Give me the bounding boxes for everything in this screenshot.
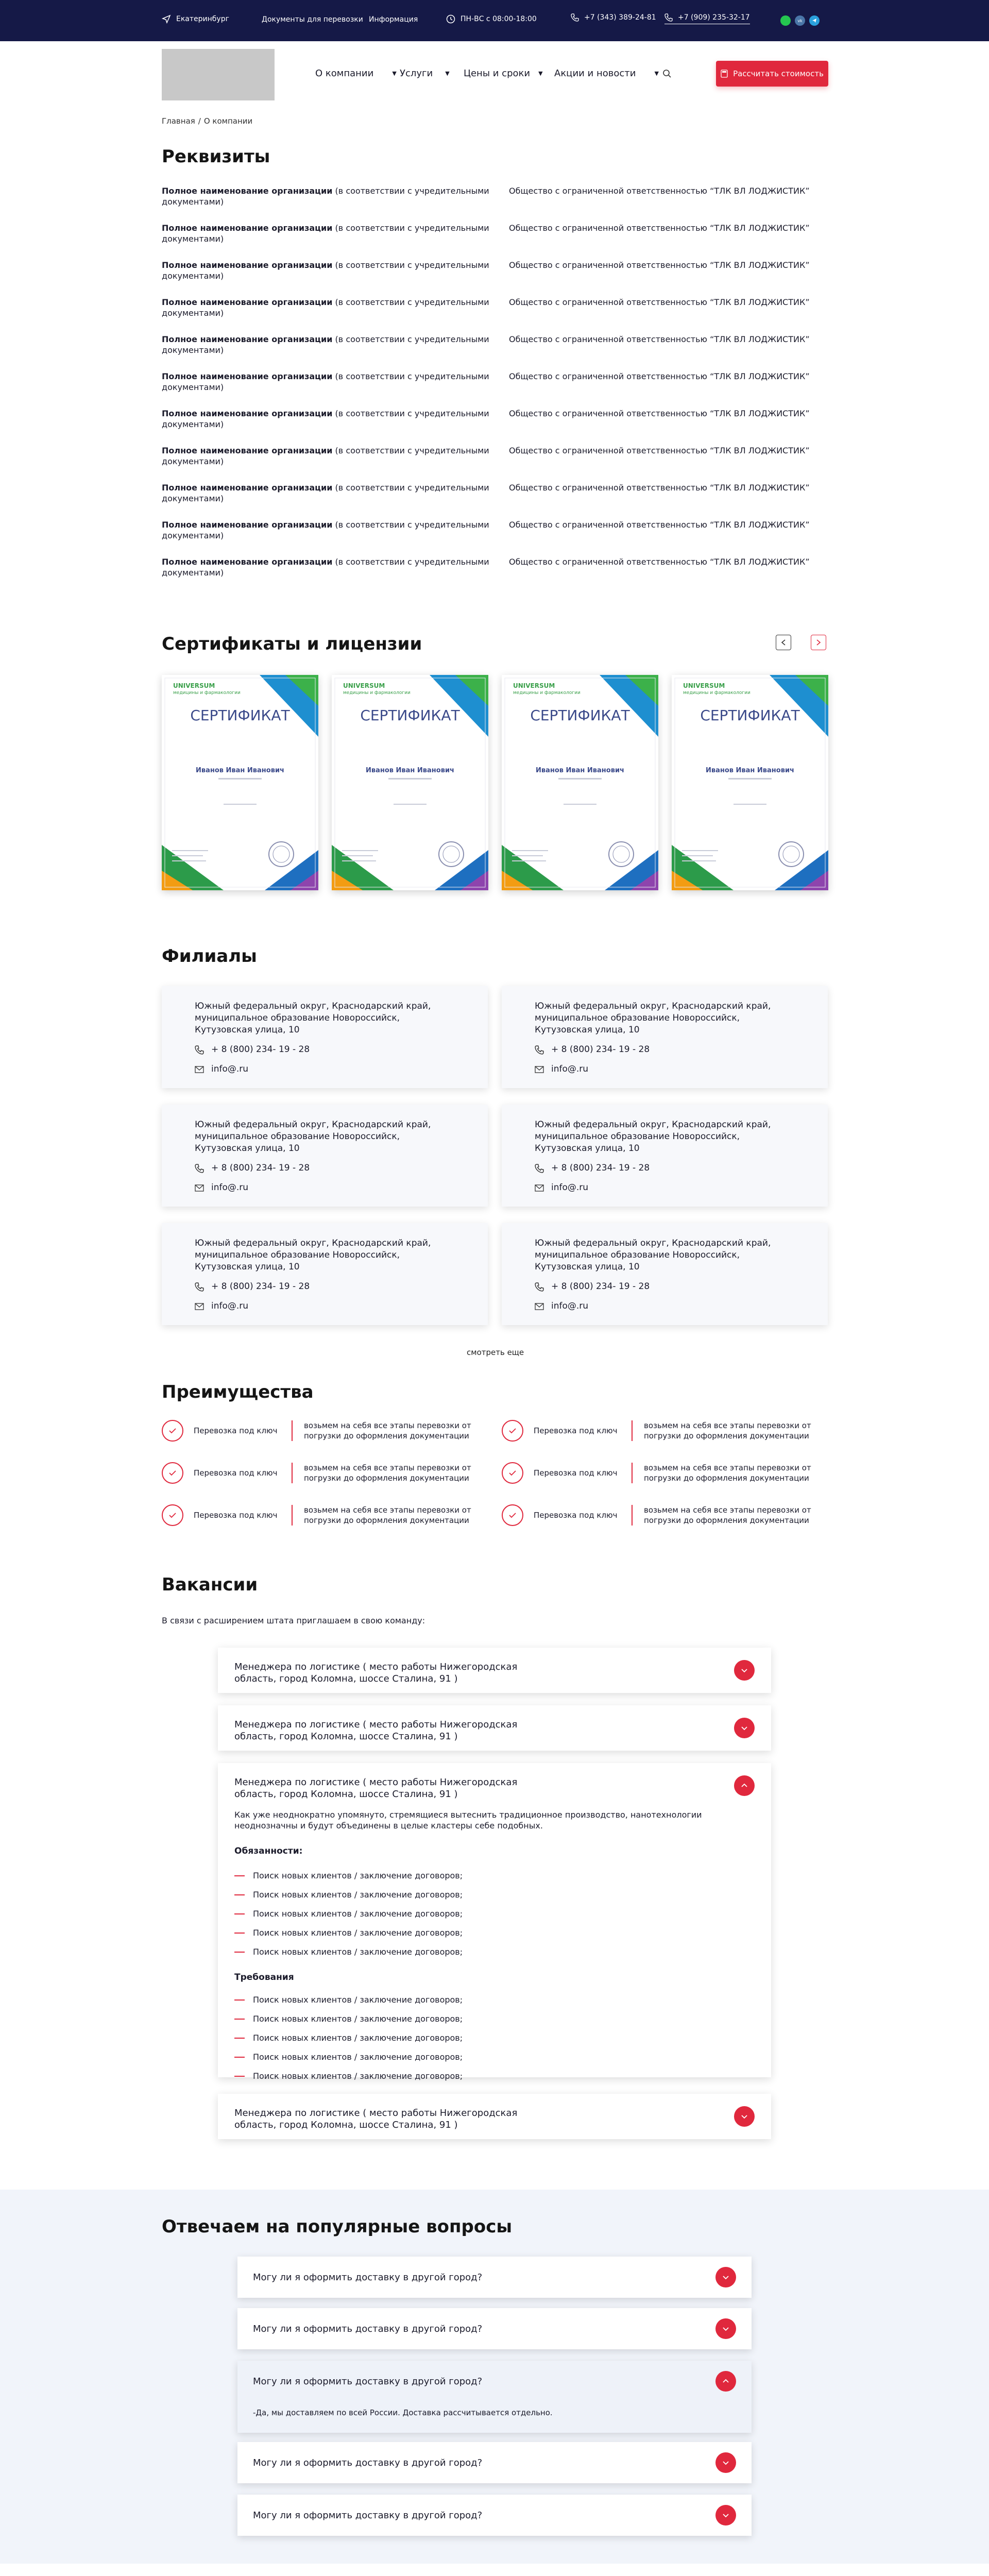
duty-item: [234, 1885, 463, 1904]
faq-question: Могу ли я оформить доставку в другой город?: [253, 2272, 483, 2283]
certificate-recipient-name: Иванов Иван Иванович: [706, 767, 794, 774]
duty-item: [234, 1904, 463, 1923]
requisite-label-note: (в соответствии с учредительными документами): [162, 483, 489, 503]
requisite-row: [162, 185, 826, 207]
requisite-row: [162, 519, 826, 541]
phone-1-label: +7 (343) 389-24-81: [584, 13, 656, 22]
requisite-value: Общество с ограниченной ответственностью “ТЛК ВЛ ЛОДЖИСТИК”: [509, 557, 810, 567]
branch-card: [502, 1223, 828, 1325]
branch-email-label: info@.ru: [211, 1182, 249, 1193]
requirement-item: [234, 2047, 463, 2066]
vacancy-title: Менеджера по логистике ( место работы Нижегородская область, город Коломна, шоссе Сталина, 91 ): [234, 2108, 518, 2130]
phone-2-label: +7 (909) 235-32-17: [678, 13, 750, 22]
branch-phone[interactable]: [195, 1281, 310, 1293]
requisite-label: [162, 371, 497, 393]
advantage-item: [162, 1462, 482, 1484]
chevron-down-icon[interactable]: [715, 2267, 736, 2287]
dash-icon: [234, 2019, 245, 2020]
faq-answer: -Да, мы доставляем по всей России. Доставка рассчитывается отдельно.: [253, 2408, 553, 2417]
mail-icon: [535, 1066, 544, 1073]
nav-prices[interactable]: [464, 68, 543, 79]
faq-question: Могу ли я оформить доставку в другой город?: [253, 2458, 483, 2468]
requisite-label: [162, 260, 497, 281]
vacancy-requirements-title: Требования: [234, 1972, 294, 1982]
branch-address: Южный федеральный округ, Краснодарский край, муниципальное образование Новороссийск, Кутузовская улица, 10: [195, 1238, 431, 1272]
advantage-description: возьмем на себя все этапы перевозки от погрузки до оформления документации: [632, 1505, 822, 1526]
certificate-brand-subtitle: медицины и фармакологии: [343, 690, 411, 696]
requisite-value: Общество с ограниченной ответственностью “ТЛК ВЛ ЛОДЖИСТИК”: [509, 186, 810, 196]
vk-icon[interactable]: vk: [795, 15, 805, 26]
requisite-label-bold: Полное наименование организации: [162, 483, 333, 493]
requisite-value: Общество с ограниченной ответственностью “ТЛК ВЛ ЛОДЖИСТИК”: [509, 371, 810, 381]
vacancies-intro: В связи с расширением штата приглашаем в свою команду:: [162, 1616, 425, 1625]
requisite-label-note: (в соответствии с учредительными документами): [162, 371, 489, 392]
advantage-title: Перевозка под ключ: [194, 1426, 278, 1435]
phone-icon: [571, 13, 579, 22]
dash-icon: [234, 1933, 245, 1934]
advantage-item: [162, 1420, 482, 1442]
requisite-label-note: (в соответствии с учредительными документами): [162, 520, 489, 540]
certificates-title: Сертификаты и лицензии: [162, 634, 422, 654]
branch-phone-label: + 8 (800) 234- 19 - 28: [211, 1281, 310, 1292]
branch-email[interactable]: [535, 1300, 588, 1312]
city-label: Екатеринбург: [176, 15, 229, 23]
faq-question: Могу ли я оформить доставку в другой город?: [253, 2510, 483, 2521]
vacancy-item[interactable]: [218, 2094, 771, 2139]
search-icon[interactable]: [662, 69, 672, 78]
requisite-row: [162, 408, 826, 430]
phone-icon: [535, 1282, 544, 1292]
branch-phone[interactable]: [535, 1044, 650, 1056]
top-bar: [0, 0, 989, 41]
certificate-heading: СЕРТИФИКАТ: [360, 707, 460, 724]
requisite-label: [162, 445, 497, 467]
faq-item[interactable]: [237, 2442, 752, 2483]
vacancy-title: Менеджера по логистике ( место работы Нижегородская область, город Коломна, шоссе Сталина, 91 ): [234, 1777, 518, 1800]
logo-placeholder[interactable]: [162, 49, 275, 100]
mail-icon: [195, 1066, 204, 1073]
requisite-label-note: (в соответствии с учредительными документами): [162, 446, 489, 466]
phone-icon: [195, 1282, 204, 1292]
branch-phone-label: + 8 (800) 234- 19 - 28: [211, 1044, 310, 1055]
advantage-title: Перевозка под ключ: [534, 1468, 618, 1478]
certificate-card[interactable]: [502, 675, 658, 890]
requisite-row: [162, 223, 826, 244]
show-more-link[interactable]: смотреть еще: [467, 1348, 524, 1357]
branch-card: [502, 986, 828, 1088]
branch-email-label: info@.ru: [551, 1064, 589, 1074]
certificate-brand-subtitle: медицины и фармакологии: [683, 690, 751, 696]
advantage-title: Перевозка под ключ: [534, 1511, 618, 1520]
faq-title: Отвечаем на популярные вопросы: [162, 2216, 513, 2237]
requisite-row: [162, 556, 826, 578]
branch-phone-label: + 8 (800) 234- 19 - 28: [211, 1163, 310, 1173]
requirement-text: Поиск новых клиентов / заключение договоров;: [253, 2014, 463, 2024]
chevron-up-icon[interactable]: [715, 2371, 736, 2392]
dash-icon: [234, 1913, 245, 1914]
branch-card: [162, 986, 488, 1088]
chevron-down-icon: ▼: [392, 70, 397, 77]
chevron-down-icon[interactable]: [734, 2106, 755, 2127]
requisite-label-bold: Полное наименование организации: [162, 186, 333, 196]
advantage-description: возьмем на себя все этапы перевозки от погрузки до оформления документации: [632, 1463, 822, 1483]
requisite-label-bold: Полное наименование организации: [162, 557, 333, 567]
requisites-title: Реквизиты: [162, 146, 270, 167]
phone-2[interactable]: [664, 13, 750, 24]
check-circle-icon: [162, 1504, 183, 1526]
duty-item: [234, 1923, 463, 1942]
requisite-row: [162, 371, 826, 393]
calculate-cost-button[interactable]: [716, 61, 828, 87]
carousel-prev-button[interactable]: [776, 635, 791, 650]
certificate-heading: СЕРТИФИКАТ: [700, 707, 800, 724]
requisite-value: Общество с ограниченной ответственностью “ТЛК ВЛ ЛОДЖИСТИК”: [509, 446, 810, 455]
advantage-description: возьмем на себя все этапы перевозки от погрузки до оформления документации: [292, 1463, 482, 1483]
requirement-item: [234, 2028, 463, 2047]
requisite-label-bold: Полное наименование организации: [162, 371, 333, 381]
requisite-label-bold: Полное наименование организации: [162, 446, 333, 455]
requisite-label: [162, 482, 497, 504]
branch-phone[interactable]: [535, 1162, 650, 1174]
requirement-text: Поиск новых клиентов / заключение договоров;: [253, 1995, 463, 2005]
requisite-value: Общество с ограниченной ответственностью “ТЛК ВЛ ЛОДЖИСТИК”: [509, 297, 810, 307]
certificate-brand: UNIVERSUM: [343, 682, 385, 689]
requirement-item: [234, 2066, 463, 2086]
requisite-label-note: (в соответствии с учредительными документами): [162, 297, 489, 318]
chevron-down-icon: ▼: [538, 70, 543, 77]
phone-icon: [535, 1045, 544, 1055]
whatsapp-icon[interactable]: [780, 15, 791, 26]
breadcrumb: [162, 116, 252, 126]
branches-title: Филиалы: [162, 946, 257, 967]
requisite-label-note: (в соответствии с учредительными документами): [162, 260, 489, 281]
branch-card: [162, 1223, 488, 1325]
requisite-label-note: (в соответствии с учредительными документами): [162, 186, 489, 207]
requirement-text: Поиск новых клиентов / заключение договоров;: [253, 2033, 463, 2043]
check-circle-icon: [502, 1504, 523, 1526]
advantage-description: возьмем на себя все этапы перевозки от погрузки до оформления документации: [632, 1420, 822, 1441]
advantage-item: [502, 1462, 822, 1484]
top-social: [780, 15, 820, 26]
nav-documents-link[interactable]: Документы для перевозки: [262, 15, 363, 24]
phone-icon: [535, 1164, 544, 1173]
chevron-up-icon[interactable]: [734, 1775, 755, 1796]
chevron-down-icon: ▼: [654, 70, 659, 77]
vacancy-title: Менеджера по логистике ( место работы Нижегородская область, город Коломна, шоссе Сталина, 91 ): [234, 1719, 518, 1742]
dash-icon: [234, 2076, 245, 2077]
requisite-label: [162, 408, 497, 430]
certificate-brand: UNIVERSUM: [173, 682, 215, 689]
branch-phone[interactable]: [195, 1162, 310, 1174]
requisite-label: [162, 297, 497, 318]
dash-icon: [234, 1894, 245, 1895]
branch-email-label: info@.ru: [551, 1301, 589, 1311]
advantage-title: Перевозка под ключ: [534, 1426, 618, 1435]
nav-services[interactable]: [400, 68, 450, 79]
city-selector[interactable]: [162, 14, 229, 24]
branch-address: Южный федеральный округ, Краснодарский край, муниципальное образование Новороссийск, Кутузовская улица, 10: [195, 1120, 431, 1154]
faq-item[interactable]: [237, 2495, 752, 2536]
chevron-right-icon: [816, 639, 821, 646]
requisite-label: [162, 223, 497, 244]
advantage-description: возьмем на себя все этапы перевозки от погрузки до оформления документации: [292, 1420, 482, 1441]
requirement-text: Поиск новых клиентов / заключение договоров;: [253, 2071, 463, 2081]
telegram-icon[interactable]: [809, 15, 820, 26]
certificate-recipient-name: Иванов Иван Иванович: [196, 767, 284, 774]
certificate-brand: UNIVERSUM: [513, 682, 555, 689]
check-circle-icon: [162, 1462, 183, 1484]
hours-label: ПН-ВС с 08:00-18:00: [461, 15, 537, 23]
chevron-down-icon[interactable]: [715, 2318, 736, 2339]
nav-about[interactable]: [315, 68, 397, 79]
requisite-label-bold: Полное наименование организации: [162, 260, 333, 270]
requisite-label-bold: Полное наименование организации: [162, 223, 333, 233]
duty-text: Поиск новых клиентов / заключение договоров;: [253, 1909, 463, 1919]
advantages-title: Преимущества: [162, 1382, 314, 1402]
requisite-value: Общество с ограниченной ответственностью “ТЛК ВЛ ЛОДЖИСТИК”: [509, 483, 810, 493]
requisite-row: [162, 297, 826, 318]
requisite-label: [162, 185, 497, 207]
branch-phone-label: + 8 (800) 234- 19 - 28: [551, 1281, 650, 1292]
vacancy-description: Как уже неоднократно упомянуто, стремящиеся вытеснить традиционное производство, нанотехнологии неоднозначны и будут объединены в целые кластеры себе подобных.: [234, 1810, 702, 1831]
requisite-value: Общество с ограниченной ответственностью “ТЛК ВЛ ЛОДЖИСТИК”: [509, 409, 810, 418]
dash-icon: [234, 1952, 245, 1953]
dash-icon: [234, 1999, 245, 2001]
phone-icon: [195, 1045, 204, 1055]
branch-email-label: info@.ru: [211, 1064, 249, 1074]
requisite-label-note: (в соответствии с учредительными документами): [162, 409, 489, 429]
vacancy-item[interactable]: [218, 1763, 771, 2081]
chevron-down-icon[interactable]: [734, 1718, 755, 1738]
faq-item[interactable]: [237, 2257, 752, 2298]
branch-address: Южный федеральный округ, Краснодарский край, муниципальное образование Новороссийск, Кутузовская улица, 10: [195, 1001, 431, 1035]
nav-label: Акции и новости: [554, 68, 636, 79]
certificate-brand-subtitle: медицины и фармакологии: [513, 690, 581, 696]
dash-icon: [234, 1875, 245, 1876]
duty-text: Поиск новых клиентов / заключение договоров;: [253, 1947, 463, 1957]
carousel-next-button[interactable]: [811, 635, 826, 650]
branch-phone-label: + 8 (800) 234- 19 - 28: [551, 1163, 650, 1173]
advantage-description: возьмем на себя все этапы перевозки от погрузки до оформления документации: [292, 1505, 482, 1526]
header: [0, 41, 989, 108]
faq-question: Могу ли я оформить доставку в другой город?: [253, 2324, 483, 2334]
duty-text: Поиск новых клиентов / заключение договоров;: [253, 1871, 463, 1880]
branch-card: [162, 1105, 488, 1207]
cta-label: Рассчитать стоимость: [733, 69, 824, 78]
certificate-heading: СЕРТИФИКАТ: [530, 707, 630, 724]
requisite-label-bold: Полное наименование организации: [162, 520, 333, 530]
duty-text: Поиск новых клиентов / заключение договоров;: [253, 1928, 463, 1938]
requisite-label: [162, 519, 497, 541]
faq-item[interactable]: [237, 2361, 752, 2433]
requirement-item: [234, 2009, 463, 2028]
check-circle-icon: [162, 1420, 183, 1442]
branch-phone[interactable]: [535, 1281, 650, 1293]
certificate-recipient-name: Иванов Иван Иванович: [536, 767, 624, 774]
advantage-item: [502, 1420, 822, 1442]
duty-text: Поиск новых клиентов / заключение договоров;: [253, 1890, 463, 1900]
requisite-value: Общество с ограниченной ответственностью “ТЛК ВЛ ЛОДЖИСТИК”: [509, 520, 810, 530]
faq-question: Могу ли я оформить доставку в другой город?: [253, 2376, 483, 2387]
requisite-label: [162, 556, 497, 578]
vacancy-duties-title: Обязанности:: [234, 1846, 303, 1856]
chevron-left-icon: [781, 639, 786, 646]
chevron-down-icon[interactable]: [715, 2505, 736, 2526]
nav-label: О компании: [315, 68, 374, 79]
requisite-value: Общество с ограниченной ответственностью “ТЛК ВЛ ЛОДЖИСТИК”: [509, 334, 810, 344]
branch-email[interactable]: [195, 1300, 248, 1312]
requisite-label: [162, 334, 497, 355]
certificate-card[interactable]: [672, 675, 828, 890]
requirement-text: Поиск новых клиентов / заключение договоров;: [253, 2052, 463, 2062]
certificate-brand-subtitle: медицины и фармакологии: [173, 690, 241, 696]
branch-email[interactable]: [535, 1063, 588, 1075]
requisite-label-note: (в соответствии с учредительными документами): [162, 223, 489, 244]
nav-label: Цены и сроки: [464, 68, 531, 79]
mail-icon: [535, 1303, 544, 1310]
requisite-label-bold: Полное наименование организации: [162, 334, 333, 344]
nav-info-link[interactable]: Информация: [369, 15, 418, 24]
certificate-card[interactable]: [162, 675, 318, 890]
branch-address: Южный федеральный округ, Краснодарский край, муниципальное образование Новороссийск, Кутузовская улица, 10: [535, 1120, 771, 1154]
requisite-value: Общество с ограниченной ответственностью “ТЛК ВЛ ЛОДЖИСТИК”: [509, 223, 810, 233]
requisite-row: [162, 334, 826, 355]
phone-icon: [664, 13, 673, 22]
vacancy-item[interactable]: [218, 1705, 771, 1751]
mail-icon: [195, 1303, 204, 1310]
requisite-label-bold: Полное наименование организации: [162, 297, 333, 307]
branch-email[interactable]: [195, 1182, 248, 1194]
check-circle-icon: [502, 1462, 523, 1484]
breadcrumb-separator: /: [198, 116, 201, 126]
chevron-down-icon: ▼: [445, 70, 450, 77]
branch-email[interactable]: [195, 1063, 248, 1075]
certificate-brand: UNIVERSUM: [683, 682, 725, 689]
nav-label: Услуги: [400, 68, 433, 79]
certificate-recipient-name: Иванов Иван Иванович: [366, 767, 454, 774]
faq-item[interactable]: [237, 2308, 752, 2349]
chevron-down-icon[interactable]: [715, 2452, 736, 2473]
branch-address: Южный федеральный округ, Краснодарский край, муниципальное образование Новороссийск, Кутузовская улица, 10: [535, 1238, 771, 1272]
duty-item: [234, 1942, 463, 1961]
mail-icon: [195, 1184, 204, 1192]
branch-phone[interactable]: [195, 1044, 310, 1056]
branch-email-label: info@.ru: [211, 1301, 249, 1311]
vacancies-title: Вакансии: [162, 1574, 258, 1595]
location-arrow-icon: [162, 14, 171, 24]
advantage-item: [502, 1504, 822, 1526]
breadcrumb-home-link[interactable]: Главная: [162, 116, 195, 126]
branch-phone-label: + 8 (800) 234- 19 - 28: [551, 1044, 650, 1055]
check-circle-icon: [502, 1420, 523, 1442]
dash-icon: [234, 2057, 245, 2058]
duty-item: [234, 1866, 463, 1885]
requisite-label-bold: Полное наименование организации: [162, 409, 333, 418]
branch-card: [502, 1105, 828, 1207]
certificate-card[interactable]: [332, 675, 488, 890]
nav-news[interactable]: [554, 68, 659, 79]
phone-icon: [195, 1164, 204, 1173]
requisite-label-note: (в соответствии с учредительными документами): [162, 557, 489, 578]
branch-email[interactable]: [535, 1182, 588, 1194]
mail-icon: [535, 1184, 544, 1192]
phone-1[interactable]: [571, 13, 656, 22]
clock-icon: [446, 14, 455, 24]
requisite-row: [162, 445, 826, 467]
breadcrumb-current: О компании: [203, 116, 253, 126]
chevron-down-icon[interactable]: [734, 1660, 755, 1681]
certificate-heading: СЕРТИФИКАТ: [190, 707, 290, 724]
advantage-item: [162, 1504, 482, 1526]
requisite-row: [162, 482, 826, 504]
requirement-item: [234, 1990, 463, 2009]
requisite-value: Общество с ограниченной ответственностью “ТЛК ВЛ ЛОДЖИСТИК”: [509, 260, 810, 270]
vacancy-item[interactable]: [218, 1648, 771, 1693]
work-hours: [446, 14, 537, 24]
branch-address: Южный федеральный округ, Краснодарский край, муниципальное образование Новороссийск, Кутузовская улица, 10: [535, 1001, 771, 1035]
requisite-label-note: (в соответствии с учредительными документами): [162, 334, 489, 355]
dash-icon: [234, 2038, 245, 2039]
advantage-title: Перевозка под ключ: [194, 1511, 278, 1520]
advantage-title: Перевозка под ключ: [194, 1468, 278, 1478]
calculator-icon: [721, 70, 728, 78]
vacancy-title: Менеджера по логистике ( место работы Нижегородская область, город Коломна, шоссе Сталина, 91 ): [234, 1662, 518, 1684]
requisite-row: [162, 260, 826, 281]
branch-email-label: info@.ru: [551, 1182, 589, 1193]
